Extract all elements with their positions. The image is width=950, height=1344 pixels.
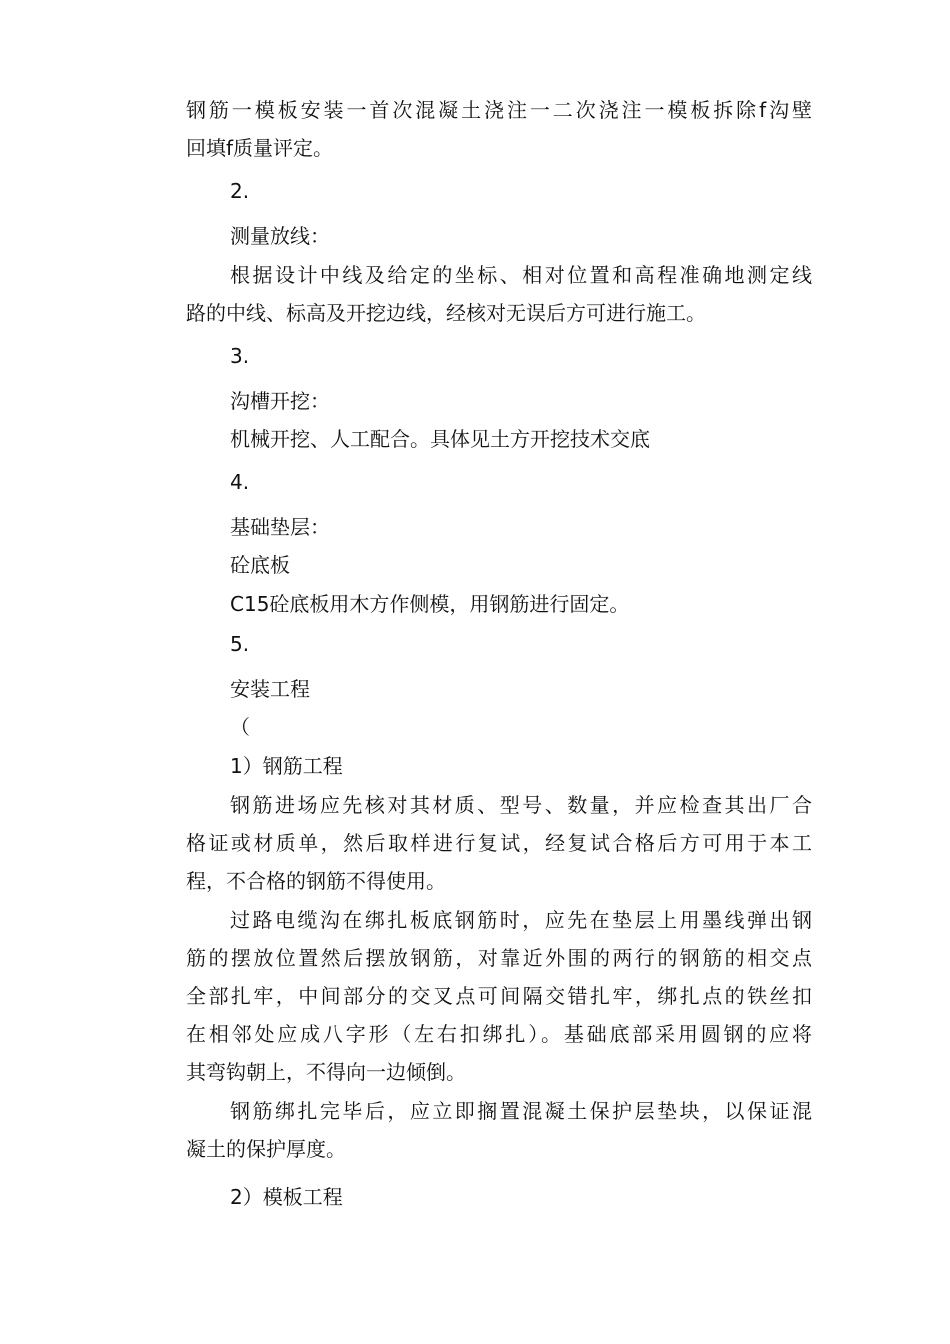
section-number: 2. (230, 179, 250, 203)
section-heading: 测量放线： (230, 224, 330, 248)
text-line: C15砼底板用木方作侧模，用钢筋进行固定。 (230, 592, 630, 616)
text-line: 钢筋一模板安装一首次混凝土浇注一二次浇注一模板拆除f沟壁 (186, 98, 812, 122)
text-line: 回填f质量评定。 (186, 136, 334, 160)
text-line: 钢筋进场应先核对其材质、型号、数量，并应检查其出厂合 (230, 793, 812, 817)
text-line: 机械开挖、人工配合。具体见土方开挖技术交底 (230, 427, 650, 451)
text-line: 根据设计中线及给定的坐标、相对位置和高程准确地测定线 (230, 263, 812, 287)
text-line: 其弯钩朝上，不得向一边倾倒。 (186, 1060, 466, 1084)
section-number: 5. (230, 632, 250, 656)
subsection-heading: 2）模板工程 (230, 1185, 343, 1209)
text-line: 全部扎牢，中间部分的交叉点可间隔交错扎牢，绑扎点的铁丝扣 (186, 984, 812, 1008)
text-line: 砼底板 (230, 553, 290, 577)
text-line: 凝土的保护厚度。 (186, 1137, 346, 1161)
text-line: 格证或材质单，然后取样进行复试，经复试合格后方可用于本工 (186, 831, 812, 855)
section-heading: 沟槽开挖： (230, 389, 330, 413)
subsection-heading: 1）钢筋工程 (230, 754, 343, 778)
text-line: 过路电缆沟在绑扎板底钢筋时，应先在垫层上用墨线弹出钢 (230, 908, 812, 932)
text-line: 路的中线、标高及开挖边线，经核对无误后方可进行施工。 (186, 301, 706, 325)
section-heading: 基础垫层： (230, 515, 330, 539)
text-line: 程，不合格的钢筋不得使用。 (186, 869, 446, 893)
text-line: （ (230, 715, 250, 739)
text-line: 筋的摆放位置然后摆放钢筋，对靠近外围的两行的钢筋的相交点 (186, 946, 812, 970)
text-line: 在相邻处应成八字形（左右扣绑扎）。基础底部采用圆钢的应将 (186, 1022, 812, 1046)
section-heading: 安装工程 (230, 677, 310, 701)
section-number: 4. (230, 470, 250, 494)
section-number: 3. (230, 344, 250, 368)
text-line: 钢筋绑扎完毕后，应立即搁置混凝土保护层垫块，以保证混 (230, 1099, 812, 1123)
